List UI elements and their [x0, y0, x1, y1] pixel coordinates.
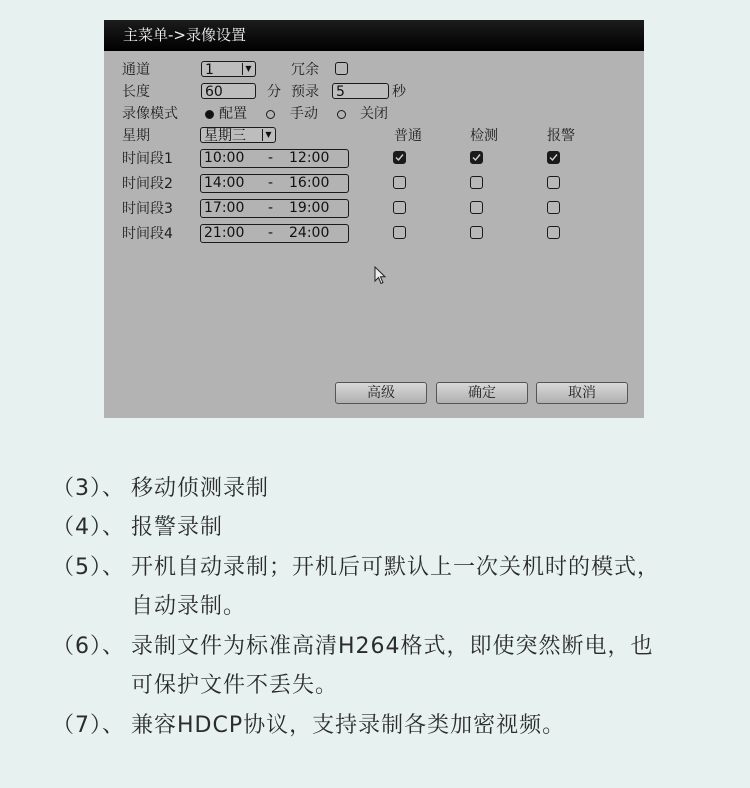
header-detect: 检测	[470, 128, 498, 144]
note-item-5-continued: 自动录制。	[131, 594, 247, 619]
period-1-detect-checkbox[interactable]	[470, 151, 483, 164]
note-text: 报警录制	[131, 515, 224, 540]
period-2-normal-checkbox[interactable]	[393, 176, 406, 189]
mode-off-radio[interactable]	[337, 110, 346, 119]
period-2-label: 时间段2	[122, 176, 173, 192]
period-2-sep: -	[268, 175, 274, 191]
mode-manual-label: 手动	[290, 106, 318, 122]
note-text: 录制文件为标准高清H264格式，即使突然断电，也	[131, 634, 654, 659]
dialog-title-bar	[104, 20, 644, 51]
note-number: （6）、	[52, 634, 125, 659]
period-4-detect-checkbox[interactable]	[470, 226, 483, 239]
period-1-start: 10:00	[204, 150, 245, 166]
advanced-button[interactable]: 高级	[335, 382, 427, 404]
checkmark-icon	[549, 153, 558, 162]
week-label: 星期	[122, 128, 150, 144]
prerecord-value: 5	[336, 84, 345, 100]
ok-button[interactable]: 确定	[436, 382, 528, 404]
period-1-label: 时间段1	[122, 151, 173, 167]
channel-value: 1	[205, 62, 214, 78]
period-4-sep: -	[268, 225, 274, 241]
note-item-5	[52, 553, 660, 583]
period-3-end: 19:00	[289, 200, 330, 216]
note-item-6	[52, 632, 654, 662]
period-1-alarm-checkbox[interactable]	[547, 151, 560, 164]
period-2-alarm-checkbox[interactable]	[547, 176, 560, 189]
period-1-normal-checkbox[interactable]	[393, 151, 406, 164]
mode-config-radio[interactable]	[205, 110, 214, 119]
header-alarm: 报警	[547, 128, 575, 144]
period-3-start: 17:00	[204, 200, 245, 216]
period-2-time[interactable]	[200, 174, 349, 193]
mode-off-label: 关闭	[360, 106, 388, 122]
note-number: （3）、	[52, 476, 125, 501]
period-3-detect-checkbox[interactable]	[470, 201, 483, 214]
period-2-end: 16:00	[289, 175, 330, 191]
period-3-alarm-checkbox[interactable]	[547, 201, 560, 214]
redundancy-label: 冗余	[291, 62, 319, 78]
mode-config-label: 配置	[219, 106, 247, 122]
period-1-end: 12:00	[289, 150, 330, 166]
period-4-end: 24:00	[289, 225, 330, 241]
note-text: 兼容HDCP协议，支持录制各类加密视频。	[131, 713, 566, 738]
chevron-down-icon: ▼	[262, 129, 274, 141]
note-item-4	[52, 513, 223, 543]
note-text: 移动侦测录制	[131, 476, 270, 501]
week-select[interactable]	[200, 127, 276, 143]
period-3-sep: -	[268, 200, 274, 216]
cancel-button[interactable]: 取消	[536, 382, 628, 404]
period-4-label: 时间段4	[122, 226, 173, 242]
note-text: 开机自动录制；开机后可默认上一次关机时的模式，	[131, 555, 661, 580]
note-item-3	[52, 474, 269, 504]
note-number: （4）、	[52, 515, 125, 540]
period-4-time[interactable]	[200, 224, 349, 243]
period-4-alarm-checkbox[interactable]	[547, 226, 560, 239]
length-input[interactable]	[201, 83, 256, 99]
channel-label: 通道	[122, 62, 150, 78]
checkmark-icon	[472, 153, 481, 162]
length-label: 长度	[122, 84, 150, 100]
record-settings-dialog	[104, 20, 644, 418]
period-3-time[interactable]	[200, 199, 349, 218]
mode-manual-radio[interactable]	[266, 110, 275, 119]
note-number: （5）、	[52, 555, 125, 580]
header-normal: 普通	[394, 128, 422, 144]
chevron-down-icon: ▼	[242, 63, 254, 75]
period-4-normal-checkbox[interactable]	[393, 226, 406, 239]
period-1-sep: -	[268, 150, 274, 166]
prerecord-label: 预录	[291, 84, 319, 100]
period-2-detect-checkbox[interactable]	[470, 176, 483, 189]
channel-select[interactable]	[201, 61, 256, 77]
note-item-6-continued: 可保护文件不丢失。	[131, 673, 339, 698]
record-mode-label: 录像模式	[122, 106, 178, 122]
note-number: （7）、	[52, 713, 125, 738]
checkmark-icon	[395, 153, 404, 162]
redundancy-checkbox[interactable]	[335, 62, 348, 75]
length-unit: 分	[267, 84, 281, 100]
period-3-label: 时间段3	[122, 201, 173, 217]
week-value: 星期三	[204, 128, 246, 144]
prerecord-unit: 秒	[392, 84, 406, 100]
length-value: 60	[205, 84, 223, 100]
period-1-time[interactable]	[200, 149, 349, 168]
period-4-start: 21:00	[204, 225, 245, 241]
mouse-cursor-icon	[374, 266, 388, 286]
dialog-title: 主菜单->录像设置	[123, 26, 246, 44]
prerecord-input[interactable]	[332, 83, 389, 99]
period-3-normal-checkbox[interactable]	[393, 201, 406, 214]
period-2-start: 14:00	[204, 175, 245, 191]
note-item-7	[52, 711, 565, 741]
